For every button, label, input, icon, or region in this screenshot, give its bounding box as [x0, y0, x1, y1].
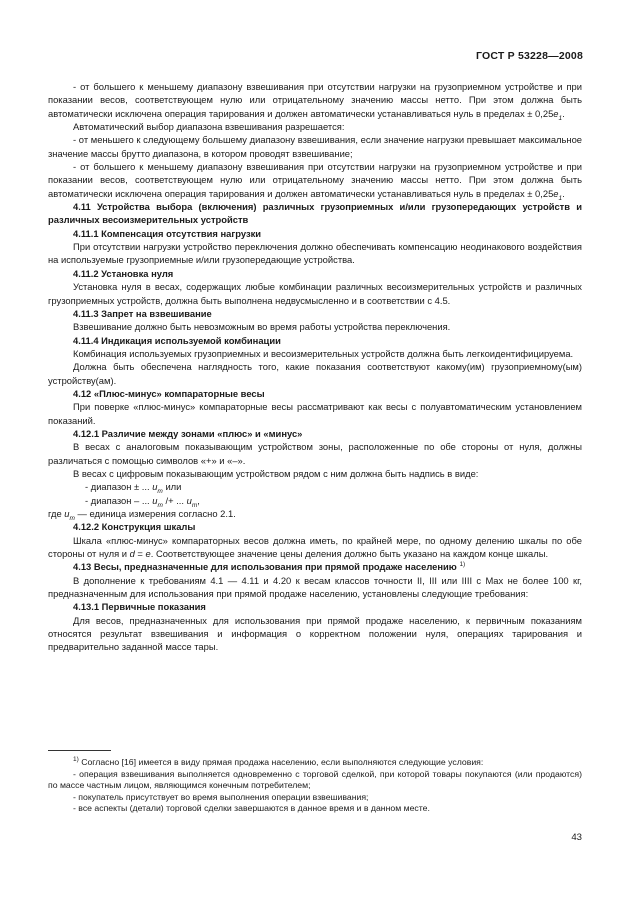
section-heading-4-11: 4.11 Устройства выбора (включения) различных грузоприемных и/или грузопередающих устройств и различных весоизмерительных устройств [48, 201, 582, 226]
paragraph: Для весов, предназначенных для использования при прямой продаже населению, к первичным показаниям относятся результат взвешивания и информация о корректном положении нуля, операциях тарирования и предварительно заданной массе тары. [48, 614, 582, 653]
footnote-reference[interactable]: 1) [459, 561, 466, 569]
paragraph: - от меньшего к следующему большему диапазону взвешивания, если значение нагрузки превышает максимальное значение массы брутто диапазона, в котором проводят взвешивание; [48, 134, 582, 159]
paragraph: - от большего к меньшему диапазону взвешивания при отсутствии нагрузки на грузоприемном устройстве и при показании весов, соответствующем нулю или отрицательному значению массы нетто. При этом должна быть автоматически исключена операция тарирования и должен автоматически устанавливаться нуль в пределах ± $0,25e_1$. [48, 81, 582, 122]
footnotes [48, 757, 582, 815]
section-heading-4-12-2: 4.12.2 Конструкция шкалы [73, 521, 196, 533]
section-heading-4-11-1: 4.11.1 Компенсация отсутствия нагрузки [73, 227, 262, 239]
paragraph: Взвешивание должно быть невозможным во время работы устройства переключения. [73, 321, 451, 333]
formula-line: - диапазон ± ... $u_m$ или [85, 481, 182, 496]
main-text [48, 80, 582, 654]
paragraph: Автоматический выбор диапазона взвешивания разрешается: [73, 121, 345, 133]
paragraph: При отсутствии нагрузки устройство переключения должно обеспечивать компенсацию неодинакового воздействия на используемые грузоприемные и/или грузопередающие устройства. [48, 241, 582, 266]
section-heading-4-11-3: 4.11.3 Запрет на взвешивание [73, 307, 212, 319]
paragraph: - от большего к меньшему диапазону взвешивания при отсутствии нагрузки на грузоприемном устройстве и при показании весов, соответствующем нулю или отрицательному значению массы нетто. При этом должна быть автоматически исключена операция тарирования и должен автоматически устанавливаться нуль в пределах ± $0,25e_1$. [48, 161, 582, 202]
paragraph: Шкала «плюс-минус» компараторных весов должна иметь, по крайней мере, по одному делению шкалы по обе стороны от нуля и d = e. Соответствующее значение цены деления должно быть указано на каждом конце шкалы. [48, 534, 582, 560]
footnote-divider [48, 750, 111, 751]
paragraph: В весах с цифровым показывающим устройством рядом с ним должна быть надпись в виде: [73, 467, 479, 479]
formula-line: - диапазон – ... $u_m$ /+ ... $u_m$, [85, 494, 200, 509]
paragraph: В дополнение к требованиям 4.1 — 4.11 и 4.20 к весам классов точности II, III или IIII с Max не более 100 кг, предназначенным для использования при прямой продаже населению, установлены следующие требования: [48, 574, 582, 600]
paragraph: При поверке «плюс-минус» компараторные весы рассматривают как весы с полуавтоматическим установлением показаний. [48, 401, 582, 426]
footnote-item: - все аспекты (детали) торговой сделки завершаются в данное время и в данном месте. [73, 803, 430, 814]
paragraph: В весах с аналоговым показывающим устройством зоны, расположенные по обе стороны от нуля, должны различаться с помощью символов «+» и «–». [48, 441, 582, 466]
section-heading-4-11-2: 4.11.2 Установка нуля [73, 267, 174, 279]
formula-explanation: где $u_m$ — единица измерения согласно 2.1. [48, 508, 236, 522]
section-heading-4-13-1: 4.13.1 Первичные показания [73, 601, 206, 613]
section-heading-4-12: 4.12 «Плюс-минус» компараторные весы [73, 387, 265, 399]
standard-code-header: ГОСТ Р 53228—2008 [475, 50, 583, 62]
page-number: 43 [571, 832, 582, 843]
footnote-item: - операция взвешивания выполняется одновременно с торговой сделкой, при которой товары покупаются (или продаются) по массе частным лицом, являющимся конечным потребителем; [48, 768, 582, 791]
section-heading-4-12-1: 4.12.1 Различие между зонами «плюс» и «минус» [73, 427, 303, 439]
footnote: $^{1)}$ Согласно [16] имеется в виду прямая продажа населению, если выполняются следующие условия: [73, 756, 484, 767]
section-heading-4-13: 4.13 Весы, предназначенные для использования при прямой продаже населению $^{1)}$ [73, 561, 466, 573]
paragraph: Комбинация используемых грузоприемных и весоизмерительных устройств должна быть легкоидентифицируема. [73, 347, 574, 359]
paragraph: Установка нуля в весах, содержащих любые комбинации различных весоизмерительных устройств и различных грузоприемных устройств, должна быть выполнена недвусмысленно и в соответствии с 4.5. [48, 281, 582, 306]
section-heading-4-11-4: 4.11.4 Индикация используемой комбинации [73, 334, 281, 346]
paragraph: Должна быть обеспечена наглядность того, какие показания соответствуют какому(им) грузоприемному(ым) устройству(ам). [48, 361, 582, 386]
footnote-item: - покупатель присутствует во время выполнения операции взвешивания; [73, 791, 369, 802]
